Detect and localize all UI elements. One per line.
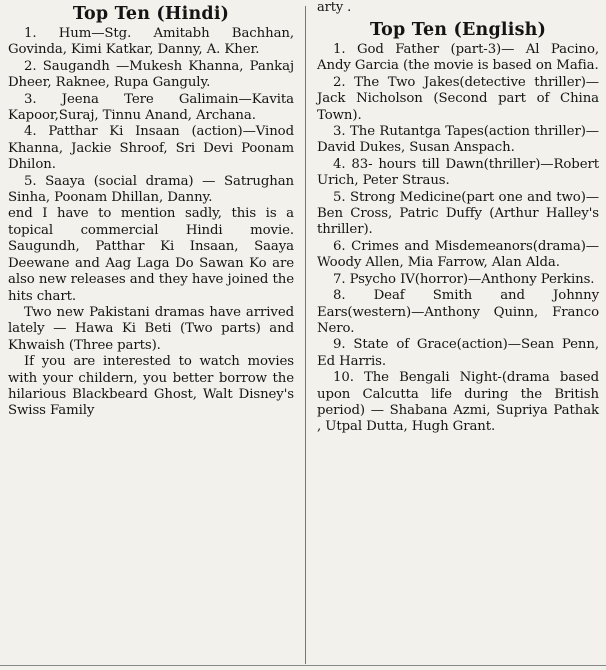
bottom-rule	[0, 665, 606, 666]
english-entry-2: 2. The Two Jakes(detective thriller)—Jack Nicholson (Second part of China Town).	[317, 74, 599, 123]
column-divider	[305, 6, 306, 664]
hindi-entry-5: 5. Saaya (social drama) — Satrughan Sinha, Poonam Dhillan, Danny.	[8, 173, 294, 206]
hindi-top-ten-heading: Top Ten (Hindi)	[72, 4, 230, 24]
children-movies-paragraph: If you are interested to watch movies with your childern, you better borrow the hilarious Blackbeard Ghost, Walt Disney's Swiss Family	[8, 354, 294, 419]
english-entry-8: 8. Deaf Smith and Johnny Ears(western)—Anthony Quinn, Franco Nero.	[317, 288, 599, 336]
english-entry-10: 10. The Bengali Night-(drama based upon Calcutta life during the British period) — Shabana Azmi, Supriya Pathak , Utpal Dutta, Hugh Grant.	[317, 370, 599, 435]
left-column	[8, 0, 294, 670]
english-entry-7: 7. Psycho IV(horror)—Anthony Perkins.	[333, 271, 595, 287]
hindi-entry-4: 4. Patthar Ki Insaan (action)—Vinod Khanna, Jackie Shroof, Sri Devi Poonam Dhilon.	[8, 124, 294, 173]
pakistani-dramas-paragraph: Two new Pakistani dramas have arrived lately — Hawa Ki Beti (Two parts) and Khwaish (Three parts).	[8, 304, 294, 353]
english-entry-1: 1. God Father (part-3)— Al Pacino, Andy Garcia (the movie is based on Mafia.	[317, 42, 599, 74]
previous-article-fragment: arty .	[317, 0, 352, 15]
right-column	[317, 0, 599, 670]
english-entry-4: 4. 83- hours till Dawn(thriller)—Robert Urich, Peter Straus.	[317, 156, 599, 189]
english-entry-9: 9. State of Grace(action)—Sean Penn, Ed Harris.	[317, 337, 599, 369]
hindi-entry-3: 3. Jeena Tere Galimain—Kavita Kapoor,Suraj, Tinnu Anand, Archana.	[8, 91, 294, 124]
hindi-entry-2: 2. Saugandh —Mukesh Khanna, Pankaj Dheer, Raknee, Rupa Ganguly.	[8, 58, 294, 91]
english-entry-3: 3. The Rutantga Tapes(action thriller)—David Dukes, Susan Anspach.	[317, 124, 599, 156]
english-entry-6: 6. Crimes and Misdemeanors(drama)—Woody Allen, Mia Farrow, Alan Alda.	[317, 238, 599, 271]
english-top-ten-heading: Top Ten (English)	[369, 20, 547, 40]
hindi-entry-1: 1. Hum—Stg. Amitabh Bachhan, Govinda, Kimi Katkar, Danny, A. Kher.	[8, 26, 294, 58]
english-entry-5: 5. Strong Medicine(part one and two)—Ben Cross, Patric Duffy (Arthur Halley's thriller).	[317, 189, 599, 238]
commentary-paragraph: end I have to mention sadly, this is a topical commercial Hindi movie. Saugundh, Patthar Ki Insaan, Saaya Deewane and Aag Laga Do Sawan Ko are also new releases and they have joined the hits chart.	[8, 206, 294, 304]
